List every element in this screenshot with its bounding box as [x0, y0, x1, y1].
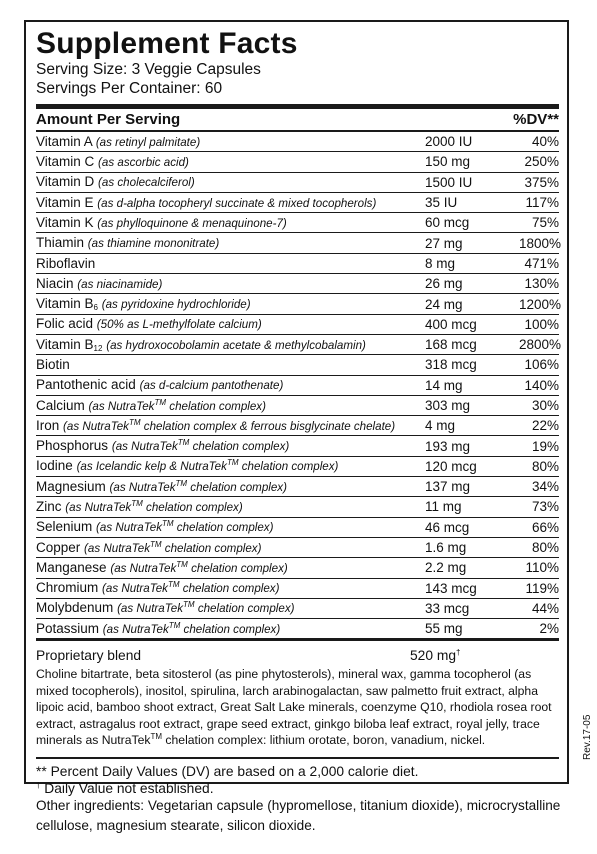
nutrient-label: Magnesium [36, 478, 106, 494]
nutrient-dv: 2800% [519, 337, 562, 353]
nutrient-amount: 11 mg [425, 499, 462, 515]
nutrient-amount: 60 mcg [425, 215, 470, 231]
nutrient-label: Manganese [36, 559, 107, 575]
nutrient-dv: 119% [525, 580, 559, 596]
nutrient-source [88, 237, 219, 250]
nutrient-source-text: (as pyridoxine hydrochloride) [101, 298, 251, 312]
dv-footnote: ** Percent Daily Values (DV) are based on a 2,000 calorie diet. [36, 763, 419, 779]
nutrient-name [36, 497, 425, 517]
nutrient-amount: 2000 IU [425, 134, 473, 150]
nutrient-name [36, 193, 425, 213]
nutrient-source-tail: chelation complex) [146, 501, 243, 514]
nutrient-label: Vitamin B [36, 336, 94, 352]
nutrient-source-text: (as NutraTek [111, 440, 178, 454]
nutrient-amount: 26 mg [425, 276, 463, 292]
nutrient-source [97, 318, 262, 331]
nutrient-source [102, 298, 251, 311]
nutrient-table [36, 132, 562, 638]
nutrient-source-text: (as NutraTek [102, 622, 169, 636]
nutrient-amount: 303 mg [425, 398, 471, 413]
nutrient-source [102, 620, 281, 636]
nutrient-dv: 1800% [519, 235, 562, 251]
servings-per-container: Servings Per Container: 60 [36, 80, 223, 97]
nutrient-source-tail: chelation complex) [182, 582, 280, 596]
nutrient-name [36, 416, 425, 436]
nutrient-row [36, 538, 559, 558]
nutrient-label: Vitamin D [36, 174, 95, 190]
nutrient-source-text: (as d-calcium pantothenate) [139, 379, 284, 393]
trademark-mark: TM [183, 600, 195, 610]
nutrient-amount: 2.2 mg [425, 560, 467, 576]
nutrient-label: Zinc [36, 499, 62, 514]
blend-ingredients [36, 666, 559, 749]
nutrient-name [36, 517, 425, 537]
nutrient-source-tail: chelation complex) [241, 460, 339, 474]
nutrient-row [36, 213, 559, 233]
nutrient-dv: 75% [531, 215, 559, 231]
nutrient-row [36, 436, 559, 456]
nutrient-row [36, 193, 559, 213]
nutrient-dv: 19% [531, 438, 559, 454]
nutrient-source-tail: chelation complex) [164, 541, 262, 555]
supplement-facts-panel [24, 20, 569, 796]
nutrient-amount: 46 mcg [425, 519, 470, 535]
nutrient-source-text: (as NutraTek [110, 561, 177, 575]
dagger-footnote [36, 780, 559, 797]
nutrient-source [88, 397, 266, 413]
nutrient-name [36, 598, 425, 618]
nutrient-source-text: (as hydroxocobolamin acetate & methylcobalamin) [106, 338, 366, 352]
nutrient-label: Phosphorus [36, 438, 109, 454]
nutrient-source-tail: chelation complex) [192, 440, 290, 454]
nutrient-name [36, 436, 425, 456]
nutrient-source-text: (as cholecalciferol) [98, 176, 195, 190]
nutrient-row [36, 416, 559, 436]
table-header [36, 109, 559, 132]
nutrient-amount: 35 IU [425, 195, 458, 211]
trademark-mark: TM [150, 539, 162, 549]
panel-title: Supplement Facts [36, 27, 298, 60]
trademark-mark: TM [154, 397, 167, 407]
nutrient-name [36, 558, 425, 578]
blend-name: Proprietary blend [36, 648, 142, 664]
nutrient-source-tail: chelation complex) [191, 561, 288, 575]
nutrient-label: Vitamin B [36, 296, 94, 312]
nutrient-row [36, 457, 559, 477]
nutrient-dv: 117% [525, 195, 559, 211]
nutrient-source-text: (as NutraTek [117, 602, 184, 616]
nutrient-row [36, 132, 559, 152]
nutrient-dv: 80% [531, 458, 559, 474]
nutrient-label: Niacin [36, 275, 74, 291]
nutrient-source [84, 539, 262, 555]
nutrient-amount: 14 mg [425, 377, 463, 393]
panel-content [36, 27, 562, 797]
nutrient-amount: 137 mg [425, 479, 471, 495]
dagger-symbol: † [36, 780, 41, 790]
other-ingredients: Other ingredients: Vegetarian capsule (hypromellose, titanium dioxide), microcrystalline cellulose, magnesium stearate, silicon dioxide. [36, 798, 561, 833]
nutrient-row [36, 518, 559, 538]
nutrient-source-text: (as retinyl palmitate) [95, 135, 201, 149]
nutrient-source-tail: chelation complex & ferrous bisglycinate chelate) [143, 419, 396, 433]
nutrient-source-text: (as ascorbic acid) [98, 155, 189, 169]
nutrient-label: Riboflavin [36, 255, 96, 271]
nutrient-dv: 140% [524, 377, 559, 393]
nutrient-amount: 55 mg [425, 621, 463, 637]
trademark-mark: TM [162, 519, 174, 529]
trademark-mark: TM [168, 620, 181, 630]
nutrient-source [106, 339, 366, 352]
nutrient-row [36, 396, 559, 416]
nutrient-source [98, 156, 189, 169]
nutrient-label: Molybdenum [36, 600, 114, 616]
nutrient-source-text: (as d-alpha tocopheryl succinate & mixed tocopherols) [97, 196, 377, 210]
nutrient-label: Copper [36, 539, 81, 555]
nutrient-row [36, 558, 559, 578]
nutrient-name [36, 396, 425, 416]
nutrient-source-text: (50% as L-methylfolate calcium) [96, 318, 262, 332]
nutrient-label: Iodine [36, 458, 73, 474]
nutrient-dv: 250% [524, 154, 559, 170]
nutrient-source [77, 278, 162, 291]
nutrient-amount: 1500 IU [425, 174, 473, 190]
nutrient-label: Chromium [36, 580, 99, 596]
nutrient-source-text: (as phylloquinone & menaquinone-7) [97, 216, 287, 230]
nutrient-source [117, 602, 294, 615]
dagger-note: Daily Value not established. [40, 780, 214, 796]
nutrient-row [36, 376, 559, 396]
nutrient-dv: 375% [524, 174, 559, 190]
nutrient-row [36, 315, 559, 335]
nutrient-source-text: (as NutraTek [96, 521, 162, 535]
dv-header: %DV** [513, 111, 559, 128]
nutrient-label: Calcium [36, 397, 85, 413]
nutrient-dv: 2% [539, 621, 559, 637]
nutrient-amount: 150 mg [425, 154, 471, 170]
nutrient-source [96, 521, 273, 534]
nutrient-label: Vitamin C [36, 153, 95, 169]
section-divider [36, 638, 559, 641]
nutrient-row [36, 233, 562, 253]
nutrient-label: Biotin [36, 357, 70, 373]
nutrient-source [109, 478, 287, 494]
nutrient-row [36, 274, 559, 294]
nutrient-source [65, 501, 242, 514]
revision-code: Rev.17-05 [582, 714, 593, 760]
nutrient-name [36, 538, 425, 558]
nutrient-label: Vitamin K [36, 214, 94, 230]
nutrient-dv: 471% [524, 255, 559, 271]
blend-ingredients-part1: Choline bitartrate, beta sitosterol (as pine phytosterols), mineral wax, gamma tocopherol (as mixed tocopherols), inositol, spirulina, larch arabinogalactan, saw palmetto fruit extract, alpha lipoic acid, bamboo shoot extract, Great Salt Lake minerals, coenzyme Q10, rhodiola rosea root extract, astragalus root extract, grape seed extract, ginkgo biloba leaf extract, royal jelly, trace minerals as NutraTek [36, 667, 552, 748]
nutrient-dv: 30% [531, 398, 559, 413]
nutrient-source [63, 417, 396, 433]
nutrient-dv: 110% [525, 560, 559, 576]
nutrient-dv: 40% [531, 134, 559, 150]
nutrient-name [36, 132, 425, 152]
nutrient-row [36, 335, 562, 355]
nutrient-amount: 1.6 mg [425, 540, 467, 556]
blend-ingredients-part2: chelation complex: lithium orotate, boron, vanadium, nickel. [162, 733, 486, 748]
nutrient-source-text: (as NutraTek [88, 399, 155, 413]
nutrient-amount: 318 mcg [425, 357, 477, 373]
trademark-mark: TM [226, 458, 239, 468]
nutrient-name [36, 213, 425, 233]
nutrient-dv: 100% [524, 316, 559, 332]
blend-amount-value: 520 mg [410, 648, 457, 664]
nutrient-label: Vitamin A [36, 133, 93, 149]
nutrient-amount: 8 mg [425, 255, 456, 271]
nutrient-label: Vitamin E [36, 194, 94, 210]
nutrient-row [36, 579, 559, 599]
nutrient-row [36, 599, 559, 619]
nutrient-row [36, 355, 559, 375]
nutrient-subscript: 12 [93, 343, 103, 353]
nutrient-name [36, 456, 425, 476]
nutrient-name [36, 294, 425, 314]
nutrient-name [36, 578, 425, 598]
nutrient-amount: 120 mcg [425, 458, 477, 474]
proprietary-blend-row [36, 646, 559, 666]
trademark-mark: TM [150, 732, 163, 742]
nutrient-name [36, 274, 425, 294]
nutrient-amount: 400 mcg [425, 316, 477, 332]
nutrient-name [36, 254, 425, 273]
nutrient-dv: 130% [524, 276, 559, 292]
nutrient-name [36, 314, 425, 334]
nutrient-source [112, 440, 289, 453]
trademark-mark: TM [167, 580, 180, 590]
nutrient-source [98, 176, 195, 189]
nutrient-row [36, 173, 559, 193]
nutrient-source [97, 197, 376, 210]
nutrient-dv: 106% [524, 357, 559, 373]
nutrient-source [140, 379, 284, 392]
trademark-mark: TM [177, 438, 190, 448]
nutrient-amount: 193 mg [425, 438, 471, 454]
nutrient-row [36, 152, 559, 172]
nutrient-dv: 22% [531, 418, 559, 434]
nutrient-source-tail: chelation complex) [176, 521, 274, 535]
nutrient-source-text: (as NutraTek [63, 419, 129, 433]
trademark-mark: TM [176, 559, 188, 569]
nutrient-row [36, 254, 559, 274]
nutrient-label: Thiamin [36, 235, 85, 251]
nutrient-source [110, 559, 288, 575]
nutrient-source-text: (as Icelandic kelp & NutraTek [76, 460, 227, 474]
nutrient-source [96, 136, 200, 149]
nutrient-source-text: (as NutraTek [102, 582, 168, 596]
nutrient-source [77, 460, 339, 473]
nutrient-label: Selenium [36, 519, 93, 535]
nutrient-amount: 24 mg [425, 296, 463, 312]
trademark-mark: TM [131, 499, 143, 508]
nutrient-name [36, 335, 425, 355]
nutrient-dv: 34% [531, 479, 559, 495]
nutrient-row [36, 477, 559, 497]
nutrient-source-tail: chelation complex) [190, 480, 287, 494]
nutrient-dv: 44% [531, 600, 559, 616]
amount-per-serving-header: Amount Per Serving [36, 111, 181, 128]
nutrient-name [36, 375, 425, 395]
footnote-divider [36, 757, 559, 759]
nutrient-name [36, 619, 425, 639]
nutrient-amount: 27 mg [425, 235, 463, 251]
nutrient-label: Pantothenic acid [36, 377, 136, 393]
nutrient-subscript: 6 [93, 303, 98, 313]
nutrient-amount: 4 mg [425, 418, 456, 434]
nutrient-amount: 168 mcg [425, 337, 477, 353]
serving-size: Serving Size: 3 Veggie Capsules [36, 61, 261, 78]
nutrient-source-tail: chelation complex) [197, 602, 295, 616]
nutrient-source-text: (as NutraTek [84, 541, 150, 555]
nutrient-source-tail: chelation complex) [169, 399, 266, 413]
nutrient-label: Iron [36, 417, 60, 433]
nutrient-dv: 73% [531, 499, 559, 515]
nutrient-name [36, 233, 425, 253]
nutrient-label: Folic acid [36, 316, 94, 332]
nutrient-name [36, 172, 425, 192]
nutrient-source [97, 217, 287, 230]
nutrient-dv: 80% [531, 540, 559, 556]
nutrient-row [36, 294, 562, 314]
blend-amount [410, 646, 460, 666]
nutrient-source-text: (as NutraTek [109, 480, 176, 494]
nutrient-label: Potassium [36, 620, 100, 636]
nutrient-row [36, 497, 559, 517]
trademark-mark: TM [128, 417, 141, 427]
nutrient-source [102, 582, 279, 595]
nutrient-amount: 33 mcg [425, 600, 470, 616]
nutrient-name [36, 477, 425, 497]
nutrient-dv: 1200% [519, 296, 562, 312]
nutrient-name [36, 152, 425, 172]
nutrient-name [36, 355, 425, 374]
nutrient-dv: 66% [531, 519, 559, 535]
nutrient-source-text: (as NutraTek [65, 501, 132, 514]
nutrient-source-tail: chelation complex) [183, 622, 281, 636]
nutrient-row [36, 619, 559, 638]
nutrient-source-text: (as thiamine mononitrate) [87, 237, 220, 251]
dagger-mark: † [456, 648, 461, 658]
nutrient-amount: 143 mcg [425, 580, 477, 596]
nutrient-source-text: (as niacinamide) [77, 277, 163, 291]
trademark-mark: TM [175, 478, 188, 488]
